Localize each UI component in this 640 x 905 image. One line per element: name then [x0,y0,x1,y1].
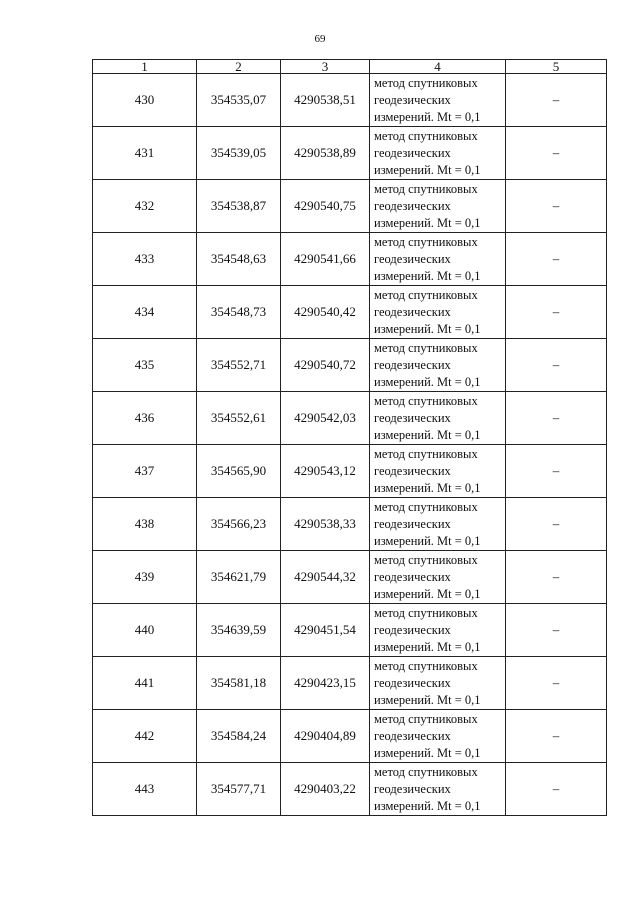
point-number-cell: 442 [93,710,197,763]
coordinate-y-cell: 4290451,54 [281,604,370,657]
table-header-row [93,60,607,74]
note-cell: – [506,180,607,233]
coordinate-y-cell: 4290544,32 [281,551,370,604]
coordinate-y-cell: 4290538,33 [281,498,370,551]
method-text-line: метод спутниковых [374,499,478,514]
method-text-line: метод спутниковых [374,393,478,408]
coordinate-x-cell: 354565,90 [197,445,281,498]
method-text-line: измерений. Mt = 0,1 [374,215,481,230]
point-number-cell: 432 [93,180,197,233]
method-text-line: измерений. Mt = 0,1 [374,533,481,548]
method-cell [370,710,506,763]
coordinate-y-cell: 4290540,72 [281,339,370,392]
coordinate-x-cell: 354577,71 [197,763,281,816]
coordinate-x-cell: 354548,63 [197,233,281,286]
method-text-line: измерений. Mt = 0,1 [374,692,481,707]
method-cell [370,339,506,392]
method-text-line: метод спутниковых [374,340,478,355]
method-text-line: геодезических [374,92,451,107]
method-cell [370,657,506,710]
method-text-line: метод спутниковых [374,658,478,673]
table-row [93,498,607,551]
method-text-line: метод спутниковых [374,552,478,567]
note-cell: – [506,74,607,127]
table-row [93,233,607,286]
method-text-line: измерений. Mt = 0,1 [374,745,481,760]
method-text-line: измерений. Mt = 0,1 [374,162,481,177]
table-row [93,286,607,339]
coordinate-x-cell: 354535,07 [197,74,281,127]
coordinate-x-cell: 354639,59 [197,604,281,657]
column-header-2: 2 [197,60,281,74]
point-number-cell: 437 [93,445,197,498]
note-cell: – [506,604,607,657]
note-cell: – [506,445,607,498]
page-number: 69 [314,33,326,45]
table-row [93,127,607,180]
method-cell [370,127,506,180]
method-text-line: метод спутниковых [374,181,478,196]
method-text-line: геодезических [374,357,451,372]
method-text-line: метод спутниковых [374,711,478,726]
point-number-cell: 440 [93,604,197,657]
note-cell: – [506,339,607,392]
note-cell: – [506,498,607,551]
point-number-cell: 433 [93,233,197,286]
coordinate-y-cell: 4290538,89 [281,127,370,180]
method-text-line: геодезических [374,622,451,637]
table-row [93,763,607,816]
coordinate-x-cell: 354566,23 [197,498,281,551]
note-cell: – [506,233,607,286]
method-cell [370,498,506,551]
note-cell: – [506,657,607,710]
point-number-cell: 436 [93,392,197,445]
point-number-cell: 438 [93,498,197,551]
method-text-line: геодезических [374,198,451,213]
coordinate-y-cell: 4290543,12 [281,445,370,498]
method-cell [370,74,506,127]
method-text-line: геодезических [374,304,451,319]
coordinate-y-cell: 4290404,89 [281,710,370,763]
method-cell [370,763,506,816]
method-text-line: метод спутниковых [374,287,478,302]
table-row [93,180,607,233]
method-text-line: метод спутниковых [374,128,478,143]
coordinate-x-cell: 354538,87 [197,180,281,233]
method-text-line: геодезических [374,728,451,743]
coordinate-x-cell: 354584,24 [197,710,281,763]
method-cell [370,551,506,604]
point-number-cell: 431 [93,127,197,180]
point-number-cell: 439 [93,551,197,604]
method-text-line: измерений. Mt = 0,1 [374,798,481,813]
method-text-line: измерений. Mt = 0,1 [374,321,481,336]
coordinate-y-cell: 4290403,22 [281,763,370,816]
method-text-line: измерений. Mt = 0,1 [374,109,481,124]
coordinates-table [92,59,607,816]
column-header-1: 1 [93,60,197,74]
coordinate-x-cell: 354548,73 [197,286,281,339]
method-cell [370,233,506,286]
coordinate-x-cell: 354581,18 [197,657,281,710]
coordinate-y-cell: 4290542,03 [281,392,370,445]
method-text-line: геодезических [374,569,451,584]
note-cell: – [506,286,607,339]
column-header-3: 3 [281,60,370,74]
method-text-line: измерений. Mt = 0,1 [374,480,481,495]
method-text-line: измерений. Mt = 0,1 [374,427,481,442]
note-cell: – [506,127,607,180]
method-text-line: метод спутниковых [374,764,478,779]
table-row [93,604,607,657]
method-text-line: геодезических [374,145,451,160]
point-number-cell: 430 [93,74,197,127]
note-cell: – [506,763,607,816]
note-cell: – [506,551,607,604]
method-cell [370,445,506,498]
coordinate-y-cell: 4290541,66 [281,233,370,286]
method-text-line: геодезических [374,675,451,690]
method-cell [370,604,506,657]
point-number-cell: 435 [93,339,197,392]
method-cell [370,180,506,233]
method-text-line: геодезических [374,516,451,531]
method-cell [370,392,506,445]
method-text-line: измерений. Mt = 0,1 [374,639,481,654]
coordinate-y-cell: 4290540,42 [281,286,370,339]
column-header-5: 5 [506,60,607,74]
table-row [93,445,607,498]
point-number-cell: 441 [93,657,197,710]
coordinate-y-cell: 4290423,15 [281,657,370,710]
method-text-line: метод спутниковых [374,605,478,620]
point-number-cell: 434 [93,286,197,339]
method-cell [370,286,506,339]
method-text-line: геодезических [374,251,451,266]
point-number-cell: 443 [93,763,197,816]
coordinate-x-cell: 354539,05 [197,127,281,180]
method-text-line: измерений. Mt = 0,1 [374,374,481,389]
coordinate-y-cell: 4290538,51 [281,74,370,127]
table-row [93,657,607,710]
method-text-line: метод спутниковых [374,75,478,90]
table-body [93,74,607,816]
coordinate-y-cell: 4290540,75 [281,180,370,233]
note-cell: – [506,710,607,763]
table-row [93,74,607,127]
coordinate-x-cell: 354552,61 [197,392,281,445]
method-text-line: метод спутниковых [374,234,478,249]
coordinate-x-cell: 354552,71 [197,339,281,392]
column-header-4: 4 [370,60,506,74]
table-row [93,392,607,445]
method-text-line: измерений. Mt = 0,1 [374,268,481,283]
table-row [93,551,607,604]
table-row [93,339,607,392]
note-cell: – [506,392,607,445]
coordinate-x-cell: 354621,79 [197,551,281,604]
method-text-line: метод спутниковых [374,446,478,461]
method-text-line: геодезических [374,781,451,796]
method-text-line: измерений. Mt = 0,1 [374,586,481,601]
method-text-line: геодезических [374,410,451,425]
table-row [93,710,607,763]
method-text-line: геодезических [374,463,451,478]
